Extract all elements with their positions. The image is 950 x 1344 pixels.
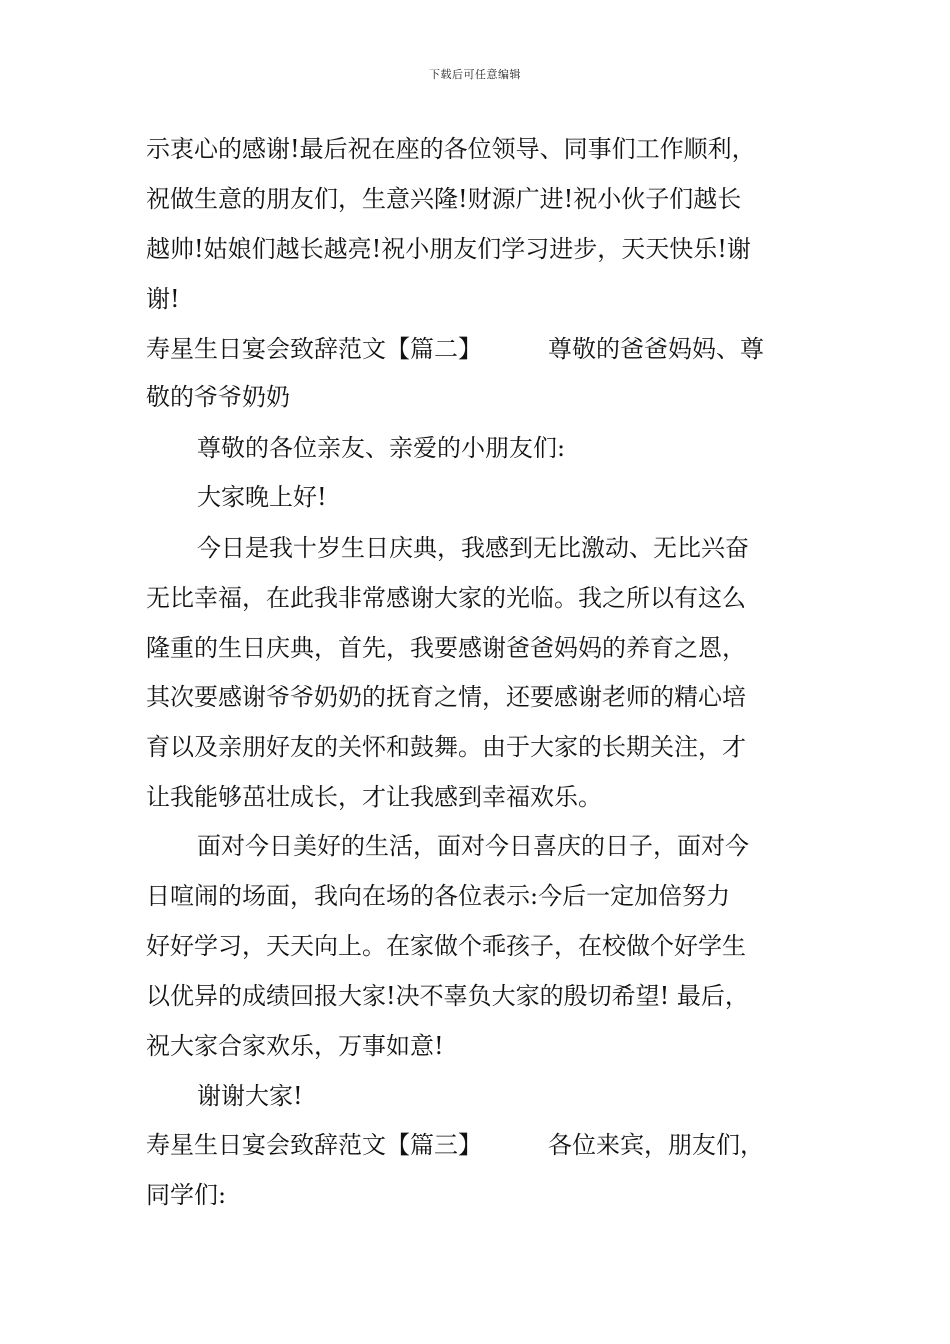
text-line: 好好学习，天天向上。在家做个乖孩子，在校做个好学生 xyxy=(146,932,746,960)
section-heading-3: 寿星生日宴会致辞范文【篇三】 xyxy=(146,1131,482,1159)
text-line: 祝大家合家欢乐，万事如意! xyxy=(146,1032,444,1060)
text-line: 日喧闹的场面，我向在场的各位表示:今后一定加倍努力 xyxy=(146,882,731,910)
text-line: 让我能够茁壮成长，才让我感到幸福欢乐。 xyxy=(146,783,602,811)
section-2-lead-continuation: 敬的爷爷奶奶 xyxy=(146,383,290,411)
text-line: 谢! xyxy=(146,285,180,313)
text-line: 隆重的生日庆典，首先，我要感谢爸爸妈妈的养育之恩， xyxy=(146,634,746,662)
text-line: 以优异的成绩回报大家!决不辜负大家的殷切希望! 最后， xyxy=(146,982,749,1010)
page-header-note: 下载后可任意编辑 xyxy=(429,68,521,81)
section-2-lead: 尊敬的爸爸妈妈、尊 xyxy=(548,335,764,363)
section-heading-3-line xyxy=(146,1130,764,1160)
text-line: 育以及亲朋好友的关怀和鼓舞。由于大家的长期关注，才 xyxy=(146,733,746,761)
section-heading-2-line xyxy=(146,334,764,364)
text-line: 无比幸福，在此我非常感谢大家的光临。我之所以有这么 xyxy=(146,584,746,612)
section-3-lead-continuation: 同学们: xyxy=(146,1181,227,1209)
text-line: 面对今日美好的生活，面对今日喜庆的日子，面对今 xyxy=(197,832,749,860)
text-line: 示衷心的感谢!最后祝在座的各位领导、同事们工作顺利， xyxy=(146,135,756,163)
text-line: 祝做生意的朋友们，生意兴隆!财源广进!祝小伙子们越长 xyxy=(146,185,742,213)
section-3-lead: 各位来宾，朋友们， xyxy=(548,1131,764,1159)
thanks-line: 谢谢大家! xyxy=(197,1082,303,1110)
text-line: 越帅!姑娘们越长越亮!祝小朋友们学习进步，天天快乐!谢 xyxy=(146,235,751,263)
section-heading-2: 寿星生日宴会致辞范文【篇二】 xyxy=(146,335,482,363)
greeting-line: 尊敬的各位亲友、亲爱的小朋友们: xyxy=(197,434,566,462)
hello-line: 大家晚上好! xyxy=(197,483,327,511)
text-line: 其次要感谢爷爷奶奶的抚育之情，还要感谢老师的精心培 xyxy=(146,683,746,711)
text-line: 今日是我十岁生日庆典，我感到无比激动、无比兴奋 xyxy=(197,534,749,562)
